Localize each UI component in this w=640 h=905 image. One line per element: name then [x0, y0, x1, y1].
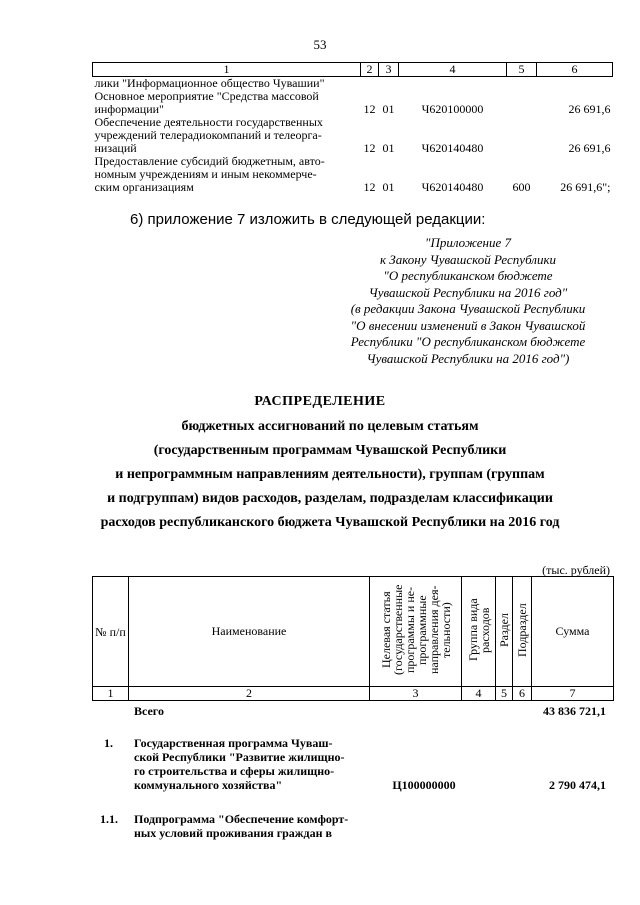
- row-group: [507, 116, 537, 155]
- appendix-line: Республики "О республиканском бюджете: [350, 334, 586, 349]
- col-number: 7: [532, 687, 614, 701]
- row-name: лики "Информационное общество Чувашии": [94, 76, 325, 90]
- appendix-line: к Закону Чувашской Республики: [379, 251, 557, 267]
- subtitle-line: (государственным программам Чувашской Республики: [153, 443, 507, 458]
- row-target: Ч620140480: [421, 141, 484, 155]
- col-number: 2: [129, 687, 370, 701]
- row-1-target: Ц100000000: [392, 778, 456, 792]
- page-number: 53: [313, 37, 327, 52]
- row-podrazdel: 01: [382, 141, 395, 155]
- subtitle-line: и непрограммным направлениям деятельности), группам (группам: [115, 467, 545, 482]
- row-podrazdel: 01: [382, 180, 395, 194]
- header-name: Наименование: [129, 577, 370, 687]
- continuation-table: [92, 62, 613, 194]
- col-header-4: 4: [399, 63, 507, 77]
- appendix-line: Чувашской Республики на 2016 год"): [366, 350, 570, 366]
- row-sum: 26 691,6: [568, 102, 611, 116]
- subtitle-line: бюджетных ассигнований по целевым статьям: [181, 419, 479, 434]
- column-number-row: [93, 687, 614, 701]
- row-podrazdel: 01: [382, 102, 395, 116]
- subtitle-line: и подгруппам) видов расходов, разделам, подразделам классификации: [107, 491, 553, 506]
- header-target-cell: [370, 577, 462, 687]
- row-group: [507, 90, 537, 116]
- table-row: [93, 77, 613, 91]
- table-row: [93, 116, 613, 155]
- header-razdel: Раздел: [497, 612, 511, 647]
- appendix-line: (в редакции Закона Чувашской Республики: [350, 301, 586, 316]
- col-number: 1: [93, 687, 129, 701]
- header-num: № п/п: [93, 577, 129, 687]
- subtitle-line: расходов республиканского бюджета Чувашской Республики на 2016 год: [100, 515, 560, 530]
- row-total-sum: 43 836 721,1: [543, 704, 606, 718]
- col-header-5: 5: [507, 63, 537, 77]
- row-1-num: 1.: [104, 736, 113, 750]
- header-group: Группа вида расходов: [465, 598, 492, 661]
- row-1-1-num: 1.1.: [100, 812, 118, 826]
- row-1-1-name: Подпрограмма "Обеспечение комфорт- ных условий проживания граждан в: [134, 812, 349, 840]
- appendix-reference: [338, 235, 598, 367]
- col-number: 3: [370, 687, 462, 701]
- header-sum: Сумма: [532, 577, 614, 687]
- row-target: Ч620100000: [421, 102, 484, 116]
- row-total-name: Всего: [134, 704, 164, 718]
- appendix-line: "Приложение 7: [424, 235, 511, 250]
- col-header-1: 1: [93, 63, 361, 77]
- document-title: РАСПРЕДЕЛЕНИЕ: [254, 394, 386, 409]
- header-podrazdel: Подраздел: [515, 602, 529, 657]
- continuation-table-header: [93, 63, 613, 77]
- row-razdel: 12: [363, 141, 376, 155]
- col-number: 5: [496, 687, 513, 701]
- header-razdel-cell: [496, 577, 513, 687]
- header-group-cell: [462, 577, 496, 687]
- row-razdel: 12: [363, 102, 376, 116]
- row-razdel: 12: [363, 180, 376, 194]
- col-header-6: 6: [537, 63, 613, 77]
- row-1-name: Государственная программа Чуваш- ской Республики "Развитие жилищно- го строительства и сферы жилищно- коммунального хозяйства": [134, 736, 345, 792]
- col-number: 6: [513, 687, 532, 701]
- row-sum: 26 691,6: [568, 141, 611, 155]
- amendment-instruction: 6) приложение 7 изложить в следующей редакции:: [130, 211, 486, 228]
- row-sum: 26 691,6";: [560, 180, 611, 194]
- header-target: Целевая статья (государственные программы и не-программные направления дея-тельности): [378, 584, 453, 675]
- row-1-sum: 2 790 474,1: [549, 778, 606, 792]
- col-header-3: 3: [379, 63, 399, 77]
- row-group: 600: [512, 180, 531, 194]
- header-podrazdel-cell: [513, 577, 532, 687]
- units-label: (тыс. рублей): [542, 563, 610, 577]
- document-subtitle: [40, 415, 620, 535]
- appendix-line: "О республиканском бюджете: [383, 268, 553, 283]
- row-name: Обеспечение деятельности государственных учреждений телерадиокомпаний и телеорга- низаций: [94, 115, 323, 155]
- appendix-line: Чувашской Республики на 2016 год": [368, 284, 568, 300]
- distribution-table-header: [92, 576, 614, 701]
- col-number: 4: [462, 687, 496, 701]
- row-name: Основное мероприятие "Средства массовой информации": [94, 89, 319, 116]
- header-row: [93, 577, 614, 687]
- table-row: [93, 90, 613, 116]
- table-row: [93, 155, 613, 194]
- col-header-2: 2: [361, 63, 379, 77]
- row-target: Ч620140480: [421, 180, 484, 194]
- row-name: Предоставление субсидий бюджетным, авто- номным учреждениям и иным некоммерче- ским организациям: [94, 154, 325, 194]
- appendix-line: "О внесении изменений в Закон Чувашской: [350, 317, 586, 333]
